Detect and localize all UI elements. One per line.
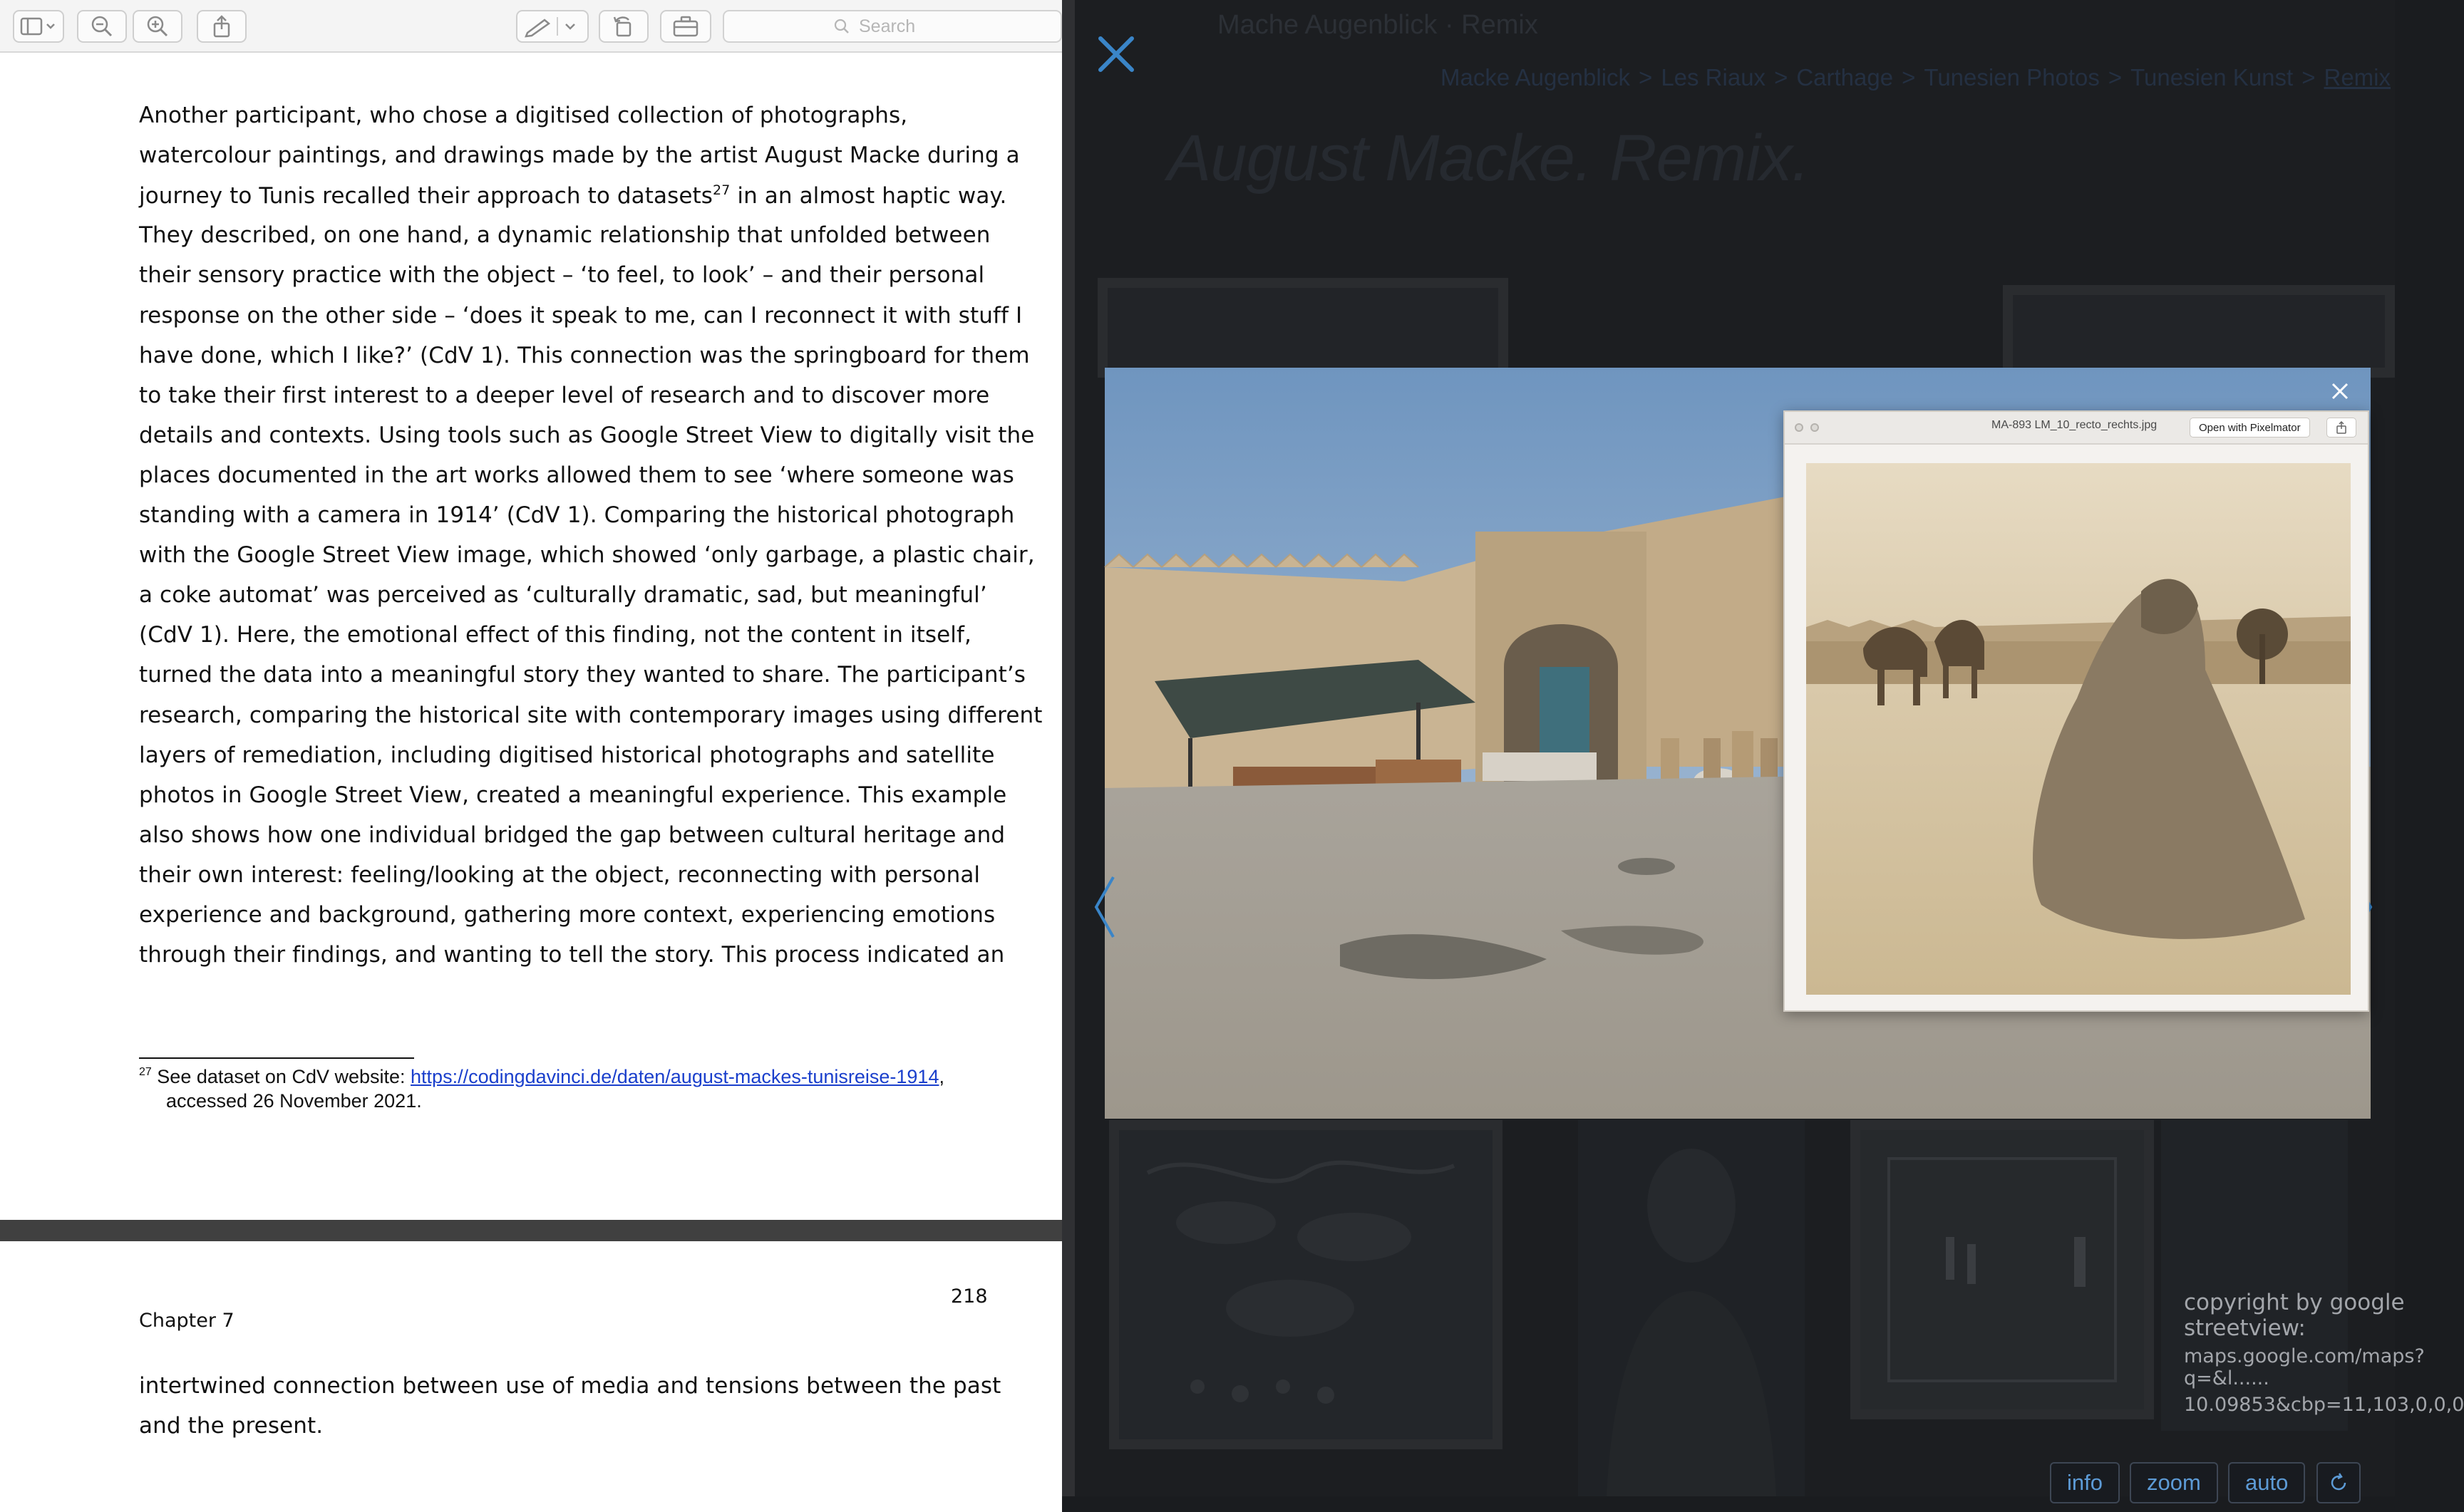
breadcrumb-separator: >	[1639, 64, 1653, 90]
toolbox-icon	[672, 15, 699, 38]
text-line: through their findings, and wanting to tell the story. This process indicated an	[139, 942, 1005, 968]
window-close-dot[interactable]	[1795, 423, 1803, 432]
breadcrumb-item[interactable]: Macke Augenblick	[1440, 64, 1631, 90]
text-line: with the Google Street View image, which showed ‘only garbage, a plastic chair,	[139, 542, 1035, 569]
botanical-print-thumbnail	[1119, 1130, 1493, 1439]
toolbox-button[interactable]	[660, 10, 711, 43]
text-line: response on the other side – ‘does it speak to me, can I reconnect it with stuff I	[139, 302, 1023, 328]
gallery-thumbnail	[1850, 1120, 2154, 1419]
breadcrumb-item[interactable]: Tunesien Kunst	[2130, 64, 2294, 90]
text-line: watercolour paintings, and drawings made by the artist August Macke during a	[139, 143, 1020, 169]
historical-photo	[1806, 463, 2351, 995]
caption-line: maps.google.com/maps?q=&l......	[2184, 1345, 2425, 1389]
text-line: photos in Google Street View, created a meaningful experience. This example	[139, 782, 1007, 808]
markup-button[interactable]	[516, 10, 589, 43]
gallery-thumbnail	[1098, 278, 1508, 378]
close-lightbox-button[interactable]	[1095, 33, 1138, 76]
gallery-thumbnail	[2003, 285, 2395, 378]
preview-filename: MA-893 LM_10_recto_rechts.jpg	[1991, 419, 2158, 431]
footnote-link[interactable]: https://codingdavinci.de/daten/august-mackes-tunisreise-1914	[411, 1066, 939, 1087]
text-line: and the present.	[139, 1413, 324, 1439]
text-line: details and contexts. Using tools such as Google Street View to digitally visit the	[139, 422, 1035, 448]
footnote-reference[interactable]: 27	[713, 182, 731, 199]
text-line: a coke automat’ was perceived as ‘culturally dramatic, sad, but meaningful’	[139, 582, 987, 609]
refresh-button[interactable]	[2316, 1462, 2361, 1503]
text-line	[139, 182, 1006, 209]
caption-line: copyright by google streetview:	[2184, 1290, 2405, 1341]
breadcrumb	[1436, 64, 2395, 91]
preview-titlebar	[1785, 412, 2368, 445]
share-icon	[211, 14, 232, 38]
page-number: 218	[951, 1285, 988, 1308]
rotate-button[interactable]	[599, 10, 649, 43]
sepia-photograph	[1806, 463, 2351, 995]
gallery-thumbnail	[1109, 1120, 1502, 1449]
pdf-toolbar	[0, 0, 1062, 53]
search-input[interactable]	[859, 16, 952, 37]
text-segment: in an almost haptic way.	[730, 183, 1007, 209]
sidebar-toggle-button[interactable]	[13, 10, 64, 43]
text-line: places documented in the art works allowed them to see ‘where someone was	[139, 462, 1014, 488]
breadcrumb-separator: >	[1774, 64, 1788, 90]
site-title: Mache Augenblick · Remix	[1217, 10, 1538, 40]
chevron-left-icon	[1091, 873, 1119, 941]
info-button[interactable]: info	[2050, 1462, 2120, 1503]
portrait-thumbnail	[1578, 1120, 1805, 1496]
search-icon	[833, 18, 850, 35]
text-line: turned the data into a meaningful story they wanted to share. The participant’s	[139, 662, 1026, 688]
refresh-icon	[2328, 1472, 2349, 1493]
text-line: standing with a camera in 1914’ (CdV 1). Comparing the historical photograph	[139, 502, 1015, 528]
text-segment: journey to Tunis recalled their approach to datasets	[139, 183, 713, 209]
text-line: their sensory practice with the object – ‘to feel, to look’ – and their personal	[139, 262, 985, 289]
footnote-number: 27	[139, 1066, 152, 1078]
breadcrumb-item[interactable]: Carthage	[1796, 64, 1894, 90]
image-caption	[2184, 1290, 2464, 1416]
breadcrumb-item[interactable]: Tunesien Photos	[1924, 64, 2100, 90]
breadcrumb-item[interactable]: Remix	[2324, 64, 2391, 90]
close-icon	[2328, 379, 2352, 403]
window-zoom-dot[interactable]	[1810, 423, 1819, 432]
text-line: intertwined connection between use of media and tensions between the past	[139, 1373, 1001, 1399]
previous-image-button[interactable]	[1091, 873, 1119, 941]
text-line: experience and background, gathering more context, experiencing emotions	[139, 902, 996, 928]
text-line: layers of remediation, including digitised historical photographs and satellite	[139, 742, 995, 768]
image-close-button[interactable]	[2328, 379, 2352, 403]
page-heading: August Macke. Remix.	[1167, 122, 1810, 195]
rotate-icon	[612, 14, 636, 38]
zoom-out-button[interactable]	[77, 10, 127, 43]
zoom-button[interactable]: zoom	[2130, 1462, 2218, 1503]
close-icon	[1095, 33, 1138, 76]
zoom-in-icon	[145, 14, 170, 38]
caption-line: 10.09853&cbp=11,103,0,0,0	[2184, 1394, 2464, 1416]
preview-window[interactable]	[1783, 410, 2369, 1012]
text-line: have done, which I like?’ (CdV 1). This connection was the springboard for them	[139, 342, 1030, 368]
text-line: to take their first interest to a deeper level of research and to discover more	[139, 382, 990, 408]
running-header: Chapter 7	[139, 1310, 234, 1332]
footnote-text: See dataset on CdV website:	[151, 1066, 411, 1087]
text-line: also shows how one individual bridged the gap between cultural heritage and	[139, 822, 1006, 848]
preview-share-button[interactable]	[2326, 418, 2356, 437]
share-button[interactable]	[197, 10, 247, 43]
text-line: Another participant, who chose a digitised collection of photographs,	[139, 103, 908, 128]
footnote-line-2: accessed 26 November 2021.	[166, 1090, 422, 1112]
footnote-punct: ,	[939, 1066, 944, 1087]
footnote-rule	[139, 1057, 414, 1059]
pdf-viewer	[0, 0, 1062, 1496]
text-line: their own interest: feeling/looking at the object, reconnecting with personal	[139, 861, 981, 888]
zoom-out-icon	[90, 14, 114, 38]
breadcrumb-separator: >	[2108, 64, 2123, 90]
share-icon	[2336, 421, 2347, 434]
pdf-page-2	[0, 1241, 1062, 1512]
breadcrumb-separator: >	[1902, 64, 1916, 90]
open-with-pixelmator-button[interactable]: Open with Pixelmator	[2190, 418, 2310, 437]
sidebar-icon	[20, 16, 57, 37]
breadcrumb-separator: >	[2301, 64, 2316, 90]
search-field[interactable]	[723, 10, 1062, 43]
zoom-in-button[interactable]	[133, 10, 182, 43]
window-divider	[1062, 0, 1075, 1496]
text-line: They described, on one hand, a dynamic relationship that unfolded between	[139, 222, 991, 249]
markup-pen-icon	[522, 16, 583, 37]
auto-button[interactable]: auto	[2228, 1462, 2305, 1503]
street-photo-thumbnail	[1860, 1130, 2144, 1409]
text-line: research, comparing the historical site with contemporary images using different	[139, 702, 1043, 728]
pdf-page	[0, 53, 1062, 1220]
breadcrumb-item[interactable]: Les Riaux	[1661, 64, 1766, 90]
text-line: (CdV 1). Here, the emotional effect of this finding, not the content in itself,	[139, 622, 971, 648]
footnote	[139, 1066, 944, 1088]
mona-lisa-thumbnail	[1578, 1120, 1805, 1496]
